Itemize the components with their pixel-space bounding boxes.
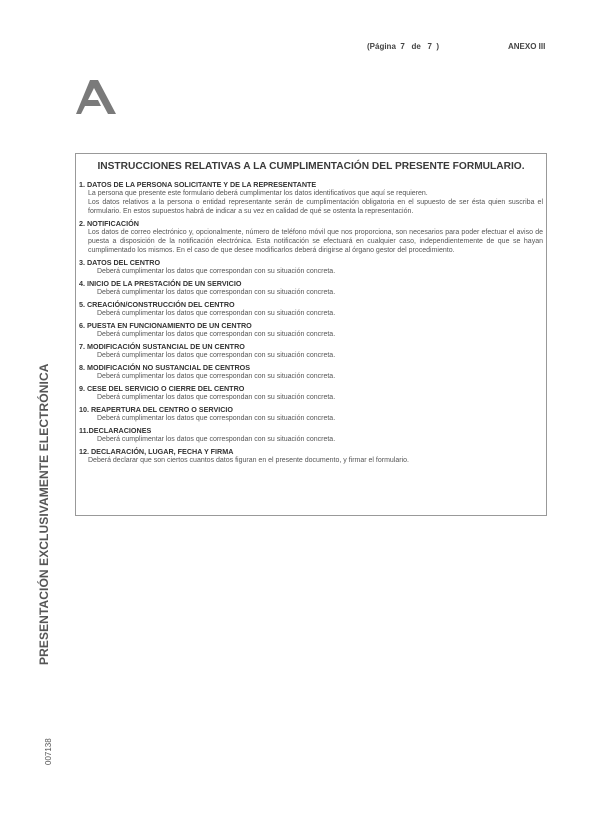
instructions-title: INSTRUCCIONES RELATIVAS A LA CUMPLIMENTACIÓN DEL PRESENTE FORMULARIO. [97,161,525,172]
section-non-substantial-change [79,363,543,381]
section-text: Deberá cumplimentar los datos que correspondan con su situación concreta. [97,268,336,275]
section-title: 11.DECLARACIONES [79,426,152,435]
section-reopening [79,405,543,423]
section-text: Deberá cumplimentar los datos que correspondan con su situación concreta. [97,394,336,401]
section-title: 12. DECLARACIÓN, LUGAR, FECHA Y FIRMA [79,447,234,456]
section-title: 4. INICIO DE LA PRESTACIÓN DE UN SERVICIO [79,279,242,288]
section-applicant [79,180,543,216]
page-number: (Página 7 de 7 ) [367,42,440,51]
section-title: 1. DATOS DE LA PERSONA SOLICITANTE Y DE LA REPRESENTANTE [79,180,317,189]
instructions-box [75,153,547,516]
junta-logo-icon [76,80,118,114]
section-text: Deberá declarar que son ciertos cuantos datos figuran en el presente documento, y firmar el formulario. [88,457,410,464]
section-text: Deberá cumplimentar los datos que correspondan con su situación concreta. [97,415,336,422]
section-text: Deberá cumplimentar los datos que correspondan con su situación concreta. [97,331,336,338]
section-title: 10. REAPERTURA DEL CENTRO O SERVICIO [79,405,234,414]
document-code: 007138 [44,738,53,765]
section-title: 5. CREACIÓN/CONSTRUCCIÓN DEL CENTRO [79,300,235,309]
section-text: Los datos de correo electrónico y, opcionalmente, número de teléfono móvil que nos proporciona, son necesarios para poder efectuar el aviso de puesta a disposición de la notificación electrónica. Esta notificación se efectuará en cualquier caso, independientemente de que se hayan cumplimentado los mismos. En el caso de que desee modificarlos deberá dirigirse al órgano gestor del procedimiento. [88,229,543,254]
section-notification [79,219,543,255]
section-signature [79,447,543,465]
annex-label: ANEXO III [508,42,546,51]
section-title: 7. MODIFICACIÓN SUSTANCIAL DE UN CENTRO [79,342,245,351]
section-closure [79,384,543,402]
section-title: 9. CESE DEL SERVICIO O CIERRE DEL CENTRO [79,384,245,393]
section-title: 2. NOTIFICACIÓN [79,219,139,228]
section-title: 6. PUESTA EN FUNCIONAMIENTO DE UN CENTRO [79,321,252,330]
section-substantial-change [79,342,543,360]
section-text: Deberá cumplimentar los datos que correspondan con su situación concreta. [97,436,336,443]
section-text: Deberá cumplimentar los datos que correspondan con su situación concreta. [97,310,336,317]
section-text: Deberá cumplimentar los datos que correspondan con su situación concreta. [97,352,336,359]
section-service-start [79,279,543,297]
section-commissioning [79,321,543,339]
section-text: Deberá cumplimentar los datos que correspondan con su situación concreta. [97,373,336,380]
electronic-submission-label: PRESENTACIÓN EXCLUSIVAMENTE ELECTRÓNICA [37,363,51,665]
section-text: Los datos relativos a la persona o entidad representante serán de cumplimentación obligatoria en el supuesto de ser ésta quien suscriba el formulario. En estos supuestos habrá de indicar a su vez en calidad de qué se ostenta la representación. [88,199,543,215]
instructions-sections [79,180,543,468]
section-text: Deberá cumplimentar los datos que correspondan con su situación concreta. [97,289,336,296]
section-text: La persona que presente este formulario deberá cumplimentar los datos identificativos que aquí se requieren. [88,190,428,197]
section-title: 3. DATOS DEL CENTRO [79,258,161,267]
section-declarations [79,426,543,444]
section-center-data [79,258,543,276]
section-title: 8. MODIFICACIÓN NO SUSTANCIAL DE CENTROS [79,363,251,372]
section-construction [79,300,543,318]
